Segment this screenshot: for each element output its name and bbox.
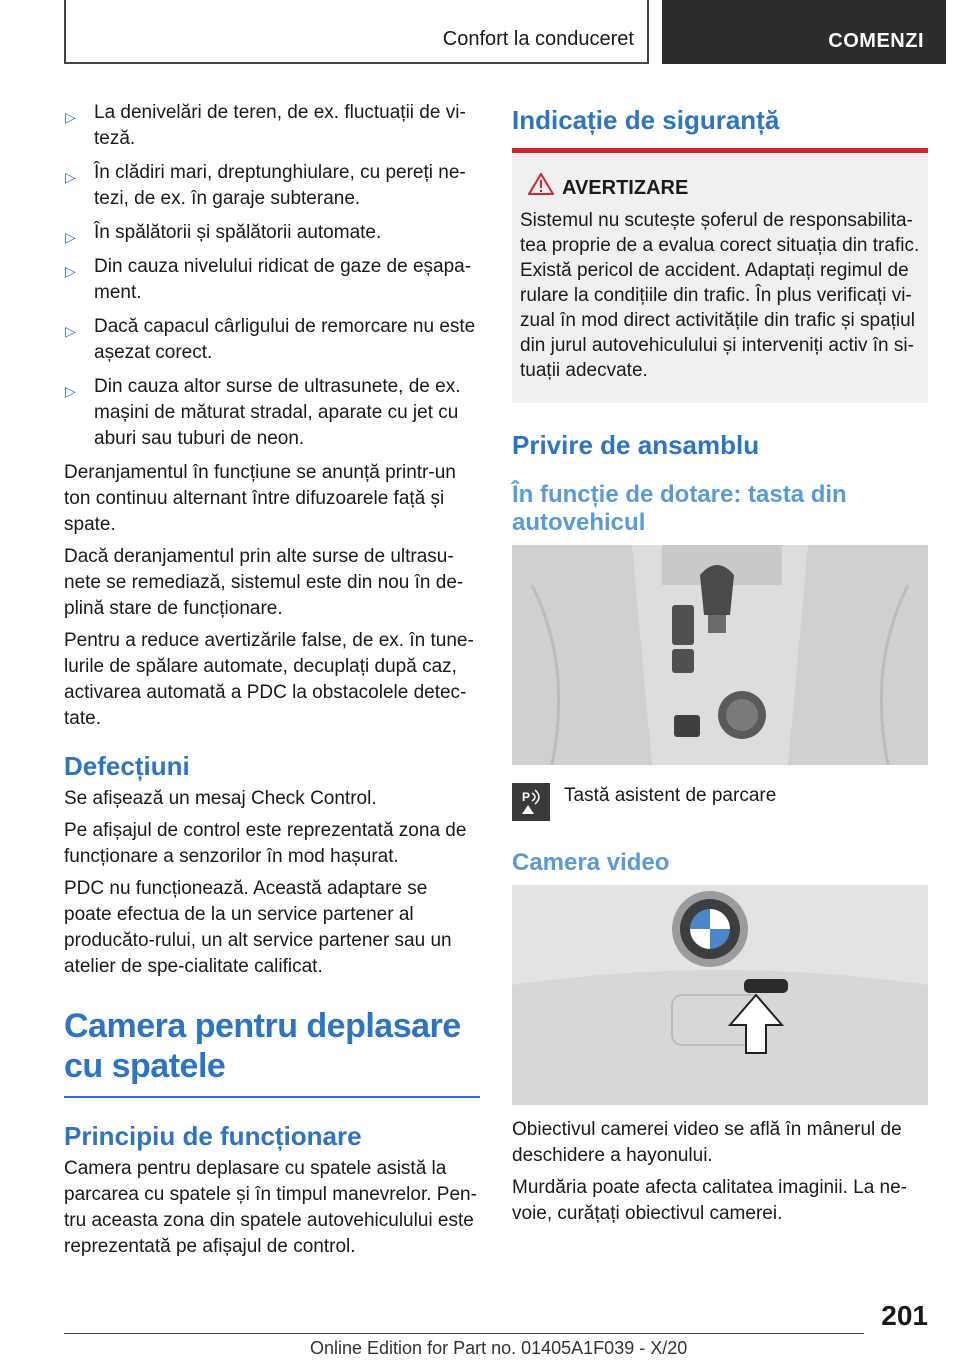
principle-paragraph: Camera pentru deplasare cu spatele asistă la parcarea cu spatele și în timpul manevrelor. Pen-tru aceasta zona din spatele autovehiculului este reprezentată pe afișajul de control. <box>64 1158 477 1257</box>
camera-chapter-heading: Camera pentru deplasare cu spatele <box>64 1006 480 1098</box>
list-item-text: Din cauza altor surse de ultrasunete, de ex. mașini de măturat stradal, aparate cu jet cu aburi sau tuburi de neon. <box>94 376 461 449</box>
safety-heading: Indicație de siguranță <box>512 104 928 153</box>
bullet-triangle-icon: ▷ <box>65 109 76 125</box>
overview-heading: Privire de ansamblu <box>512 430 760 460</box>
parking-button-caption: Tastă asistent de parcare <box>564 785 777 806</box>
warning-label: AVERTIZARE <box>562 176 689 199</box>
bullet-list <box>64 100 480 452</box>
list-item <box>64 160 480 212</box>
left-column <box>64 100 480 1266</box>
footer-edition: Online Edition for Part no. 01405A1F039 - X/20 <box>310 1338 688 1358</box>
defects-paragraph-2: Pe afișajul de control este reprezentată zona de funcționare a senzorilor în mod hașurat. <box>64 820 467 867</box>
list-item <box>64 314 480 366</box>
bullet-triangle-icon: ▷ <box>65 323 76 339</box>
console-photo <box>512 545 928 765</box>
video-camera-heading: Camera video <box>512 849 670 876</box>
header-chapter-tab <box>662 0 946 64</box>
header-chapter-label: COMENZI <box>828 30 924 52</box>
warning-text: Sistemul nu scutește șoferul de responsabilita-tea proprie de a evalua corect situația din trafic. Există pericol de accident. Adaptați regimul de rulare la condițiile din trafic. În plus verificați vi-zual în mod direct activitățile din trafic și spațiul din jurul autovehiculului și interveniți activ în si-tuații adecvate. <box>520 210 920 381</box>
parking-assist-icon <box>512 783 550 821</box>
video-paragraph-2: Murdăria poate afecta calitatea imaginii. La ne-voie, curățați obiectivul camerei. <box>512 1177 908 1224</box>
list-item-text: În clădiri mari, dreptunghiulare, cu pereți ne-tezi, de ex. în garaje subterane. <box>94 162 466 209</box>
list-item <box>64 220 480 246</box>
warning-header <box>520 173 920 202</box>
principle-heading: Principiu de funcționare <box>64 1121 362 1151</box>
list-item <box>64 374 480 452</box>
list-item-text: Dacă capacul cârligului de remorcare nu este așezat corect. <box>94 316 476 363</box>
footer-divider <box>64 1333 864 1334</box>
video-paragraph-1: Obiectivul camerei video se află în mânerul de deschidere a hayonului. <box>512 1119 902 1166</box>
bullet-triangle-icon: ▷ <box>65 383 76 399</box>
warning-triangle-icon <box>528 173 554 202</box>
right-column <box>512 100 928 1233</box>
defects-paragraph-1: Se afișează un mesaj Check Control. <box>64 788 377 809</box>
paragraph-malfunction-resolved: Dacă deranjamentul prin alte surse de ultrasu-nete se remediază, sistemul este din nou în de-plină stare de funcționare. <box>64 546 464 619</box>
bullet-triangle-icon: ▷ <box>65 169 76 185</box>
svg-text:P: P <box>522 790 531 804</box>
page-number: 201 <box>881 1300 928 1331</box>
list-item <box>64 100 480 152</box>
bullet-triangle-icon: ▷ <box>65 229 76 245</box>
equipment-subheading: În funcție de dotare: tasta din autovehicul <box>512 481 847 536</box>
list-item <box>64 254 480 306</box>
list-item-text: În spălătorii și spălătorii automate. <box>94 222 382 243</box>
header-section-title: Confort la conduceret <box>442 28 634 50</box>
list-item-text: La denivelări de teren, de ex. fluctuații de vi-teză. <box>94 102 466 149</box>
defects-paragraph-3: PDC nu funcționează. Această adaptare se poate efectua de la un service partener al producăto-rului, un alt service partener sau un atelier de spe-cialitate calificat. <box>64 878 452 977</box>
defects-heading: Defecțiuni <box>64 751 190 781</box>
parking-button-row <box>512 783 928 821</box>
bullet-triangle-icon: ▷ <box>65 263 76 279</box>
paragraph-false-warnings: Pentru a reduce avertizările false, de ex. în tune-lurile de spălare automate, decuplați după caz, activarea automată a PDC la obstacolele detec-tate. <box>64 630 474 729</box>
warning-box <box>512 153 928 403</box>
list-item-text: Din cauza nivelului ridicat de gaze de eșapa-ment. <box>94 256 472 303</box>
paragraph-malfunction-tone: Deranjamentul în funcțiune se anunță printr-un ton continuu alternant între difuzoarele față și spate. <box>64 462 456 535</box>
camera-photo <box>512 885 928 1105</box>
